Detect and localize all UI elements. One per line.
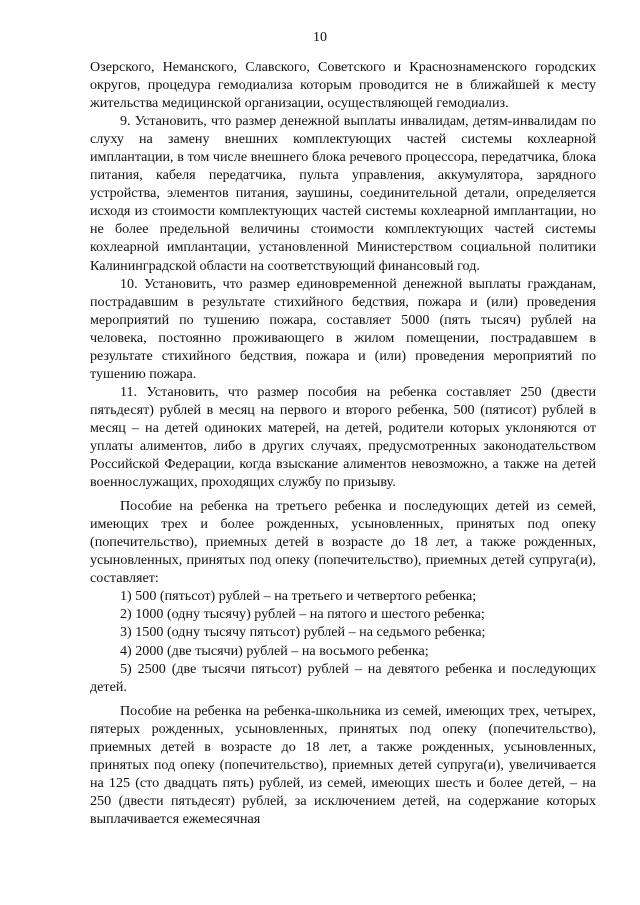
list-item-3: 3) 1500 (одну тысячу пятьсот) рублей – на седьмого ребенка; [120,624,486,641]
page-number: 10 [313,30,327,45]
document-body [90,58,596,828]
paragraph-item-10: 10. Установить, что размер единовременной денежной выплаты гражданам, пострадавшим в результате стихийного бедствия, пожара и (или) проведения мероприятий по тушению пожара, составляет 5000 (пять тысяч) рублей на человека, постоянно проживающего в жилом помещении, пострадавшем в результате стихийного бедствия, пожара и (или) проведения мероприятий по тушению пожара. [90,275,596,382]
list-item-4: 4) 2000 (две тысячи) рублей – на восьмого ребенка; [120,642,429,659]
paragraph-item-11: 11. Установить, что размер пособия на ребенка составляет 250 (двести пятьдесят) рублей в месяц на первого и второго ребенка, 500 (пятисот) рублей в месяц – на детей одиноких матерей, на детей, родители которых уклоняются от уплаты алиментов, либо в других случаях, предусмотренных законодательством Российской Федерации, когда взыскание алиментов невозможно, а также на детей военнослужащих, проходящих службу по призыву. [90,383,596,491]
paragraph-item-9: 9. Установить, что размер денежной выплаты инвалидам, детям-инвалидам по слуху на замену внешних комплектующих частей системы кохлеарной имплантации, в том числе внешнего блока речевого процессора, передатчика, блока питания, кабеля передатчика, пульта управления, аккумулятора, зарядного устройства, элементов питания, заушины, соединительной детали, определяется исходя из стоимости комплектующих частей системы кохлеарной имплантации, но не более предельной величины стоимости комплектующих частей системы кохлеарной имплантации, установленной Министерством социальной политики Калининградской области на соответствующий финансовый год. [90,113,596,274]
list-item-5: 5) 2500 (две тысячи пятьсот) рублей – на девятого ребенка и последующих детей. [90,660,596,695]
paragraph-third-child-allowance: Пособие на ребенка на третьего ребенка и последующих детей из семей, имеющих трех и более рожденных, усыновленных, принятых под опеку (попечительство), приемных детей в возрасте до 18 лет, а также рожденных, усыновленных, принятых под опеку (попечительство), приемных детей супруга(и), составляет: [90,498,596,587]
list-item-2: 2) 1000 (одну тысячу) рублей – на пятого и шестого ребенка; [120,606,485,623]
paragraph-continuation: Озерского, Неманского, Славского, Советского и Краснознаменского городских округов, процедура гемодиализа которым проводится не в ближайшей к месту жительства медицинской организации, осуществляющей гемодиализ. [90,59,596,112]
list-item-1: 1) 500 (пятьсот) рублей – на третьего и четвертого ребенка; [120,588,477,605]
paragraph-schoolchild-allowance: Пособие на ребенка на ребенка-школьника из семей, имеющих трех, четырех, пятерых рожденных, усыновленных, принятых под опеку (попечительство), приемных детей в возрасте до 18 лет, а также рожденных, усыновленных, принятых под опеку (попечительство), приемных детей супруга(и), увеличивается на 125 (сто двадцать пять) рублей, из семей, имеющих шесть и более детей, – на 250 (двести пятьдесят) рублей, за исключением детей, на содержание которых выплачивается ежемесячная [90,702,596,827]
